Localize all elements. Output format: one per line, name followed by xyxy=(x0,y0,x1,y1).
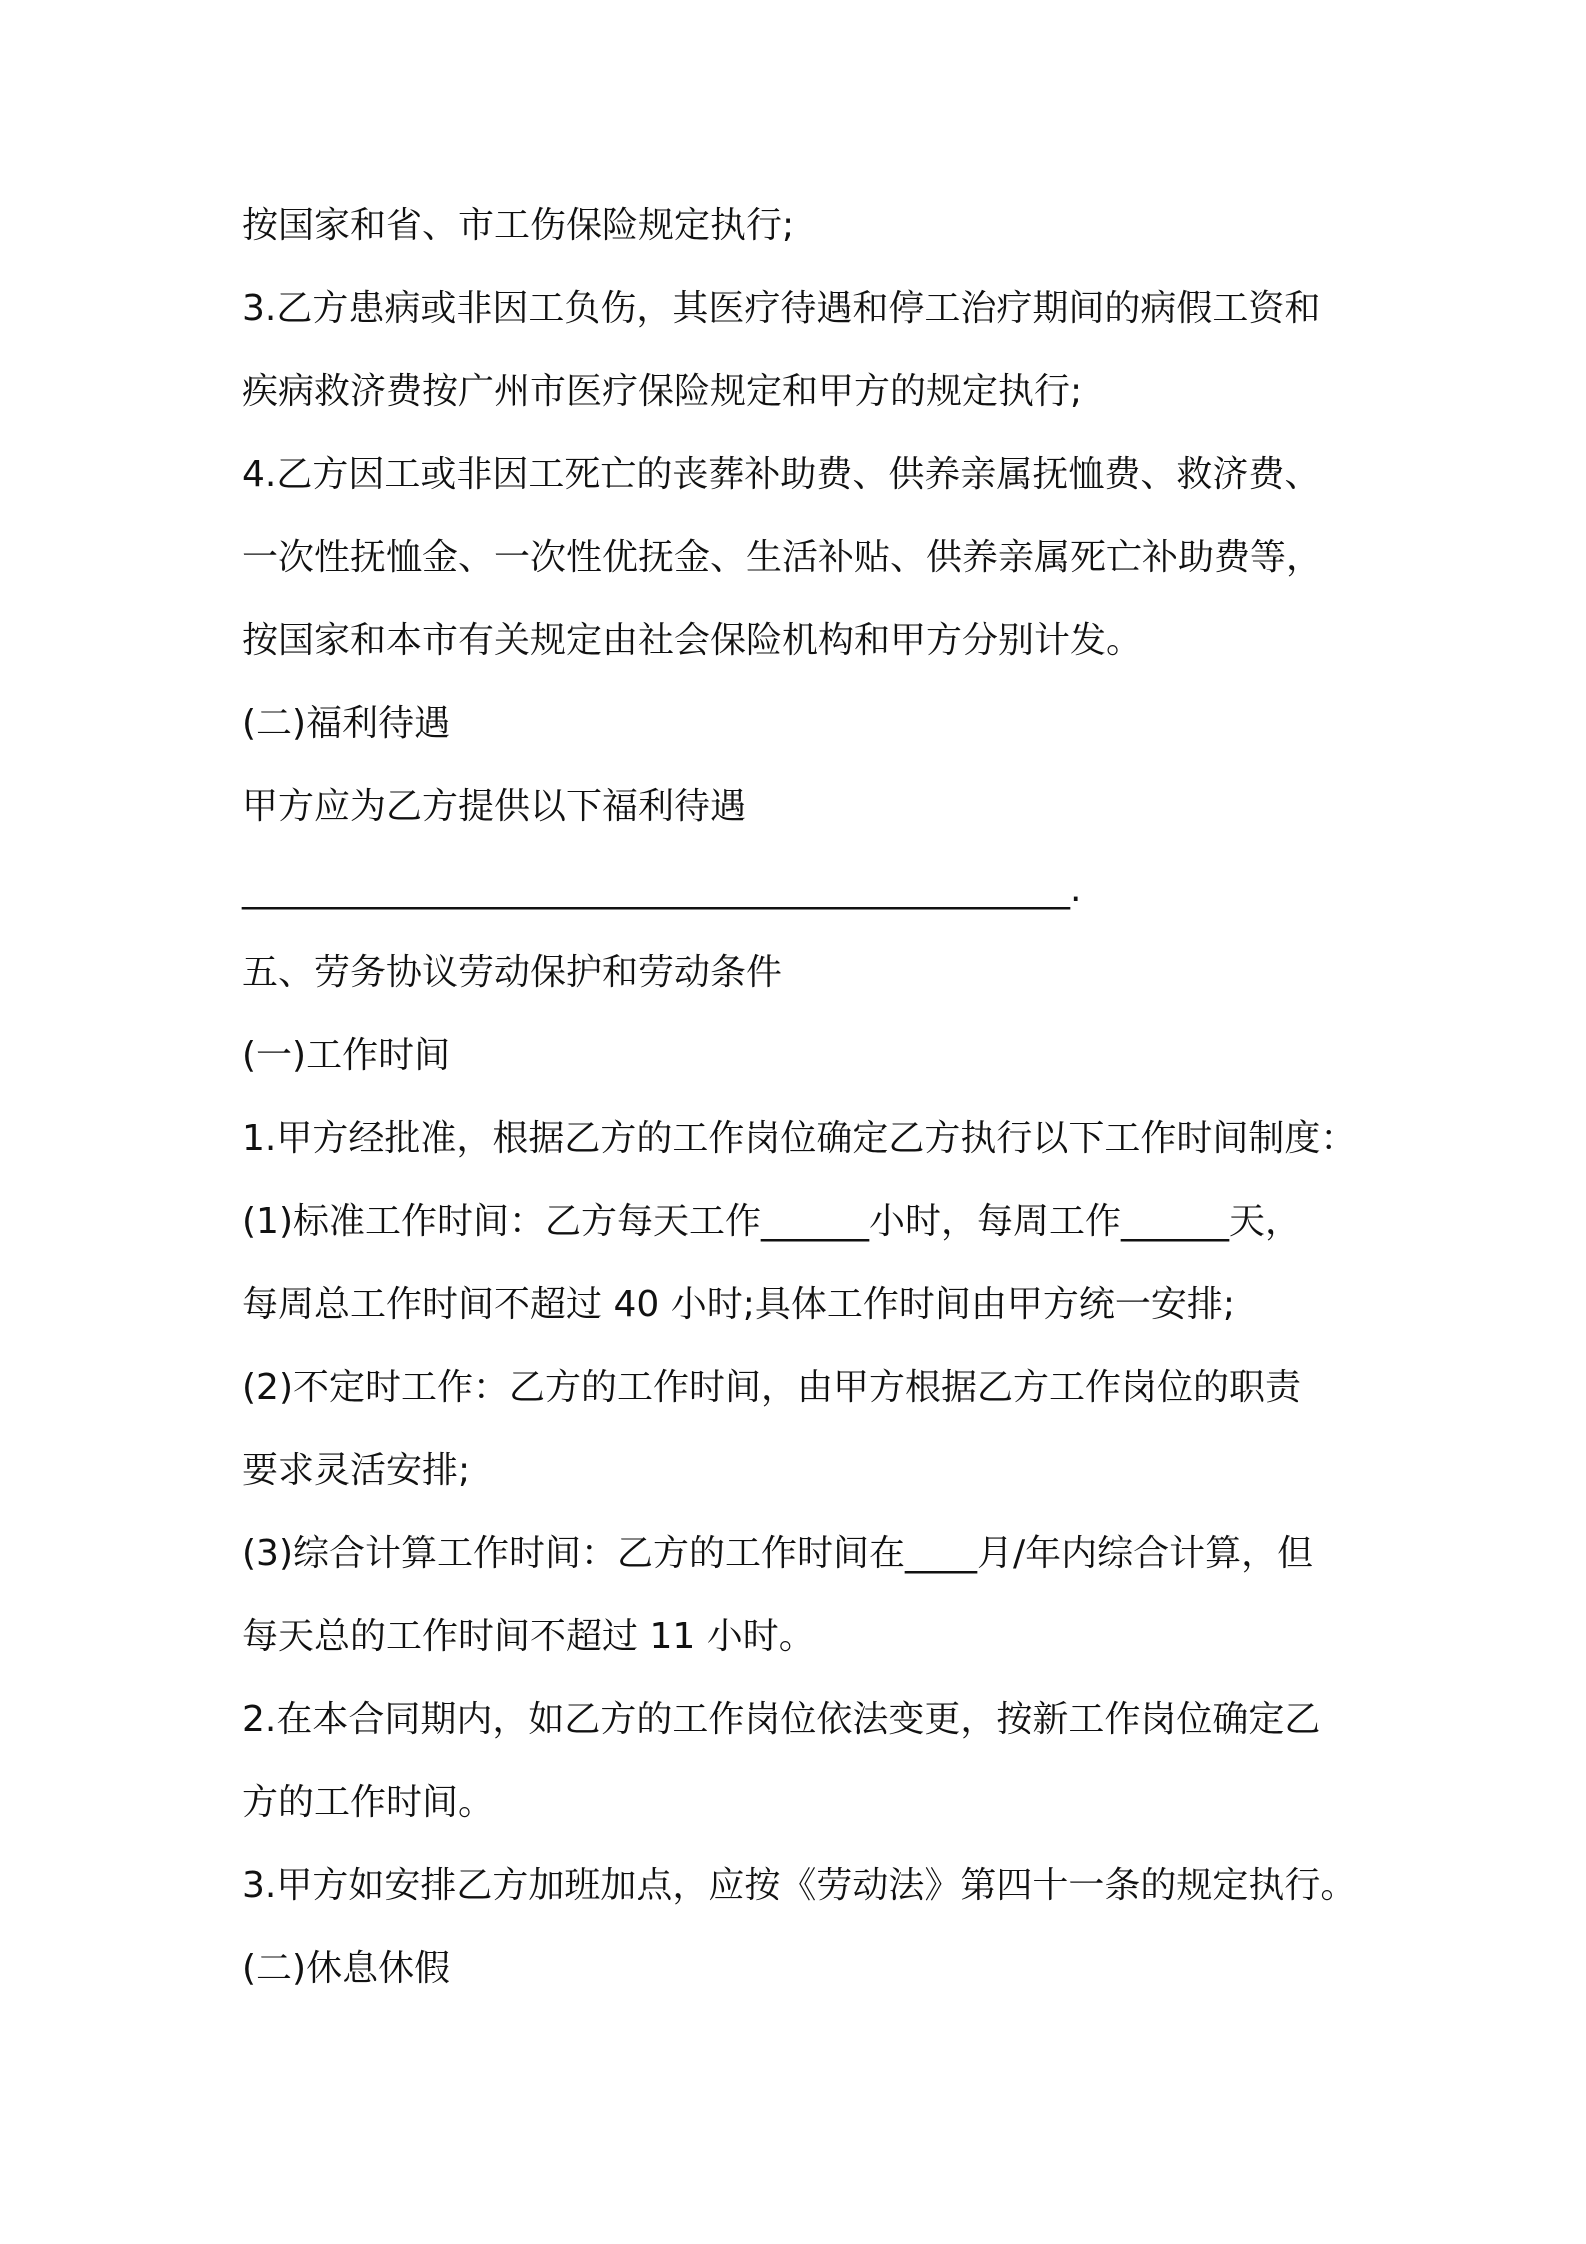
text-line: 疾病救济费按广州市医疗保险规定和甲方的规定执行; xyxy=(242,371,1083,412)
chapter-heading: 五、劳务协议劳动保护和劳动条件 xyxy=(242,952,783,993)
section-heading: (二)福利待遇 xyxy=(242,703,451,744)
text-line: 1.甲方经批准，根据乙方的工作岗位确定乙方执行以下工作时间制度： xyxy=(242,1118,1357,1159)
text-line: 按国家和省、市工伤保险规定执行; xyxy=(242,205,795,246)
blank-fill-line: ______________________________________________. xyxy=(242,869,1082,910)
text-line: 每天总的工作时间不超过 11 小时。 xyxy=(242,1616,815,1657)
text-line: 要求灵活安排; xyxy=(242,1450,471,1491)
text-line: 方的工作时间。 xyxy=(242,1782,495,1823)
text-line: (2)不定时工作：乙方的工作时间，由甲方根据乙方工作岗位的职责 xyxy=(242,1367,1301,1408)
text-line: (1)标准工作时间：乙方每天工作______小时，每周工作______天， xyxy=(242,1201,1301,1242)
text-line: 一次性抚恤金、一次性优抚金、生活补贴、供养亲属死亡补助费等， xyxy=(242,537,1323,578)
text-line: (3)综合计算工作时间：乙方的工作时间在____月/年内综合计算，但 xyxy=(242,1533,1314,1574)
text-line: 3.甲方如安排乙方加班加点，应按《劳动法》第四十一条的规定执行。 xyxy=(242,1865,1357,1906)
text-line: 每周总工作时间不超过 40 小时;具体工作时间由甲方统一安排; xyxy=(242,1284,1235,1325)
text-line: 2.在本合同期内，如乙方的工作岗位依法变更，按新工作岗位确定乙 xyxy=(242,1699,1321,1740)
text-line: 甲方应为乙方提供以下福利待遇 xyxy=(242,786,747,827)
text-line: 4.乙方因工或非因工死亡的丧葬补助费、供养亲属抚恤费、救济费、 xyxy=(242,454,1321,495)
section-heading: (二)休息休假 xyxy=(242,1948,451,1989)
text-line: 3.乙方患病或非因工负伤，其医疗待遇和停工治疗期间的病假工资和 xyxy=(242,288,1321,329)
text-line: 按国家和本市有关规定由社会保险机构和甲方分别计发。 xyxy=(242,620,1143,661)
section-heading: (一)工作时间 xyxy=(242,1035,451,1076)
